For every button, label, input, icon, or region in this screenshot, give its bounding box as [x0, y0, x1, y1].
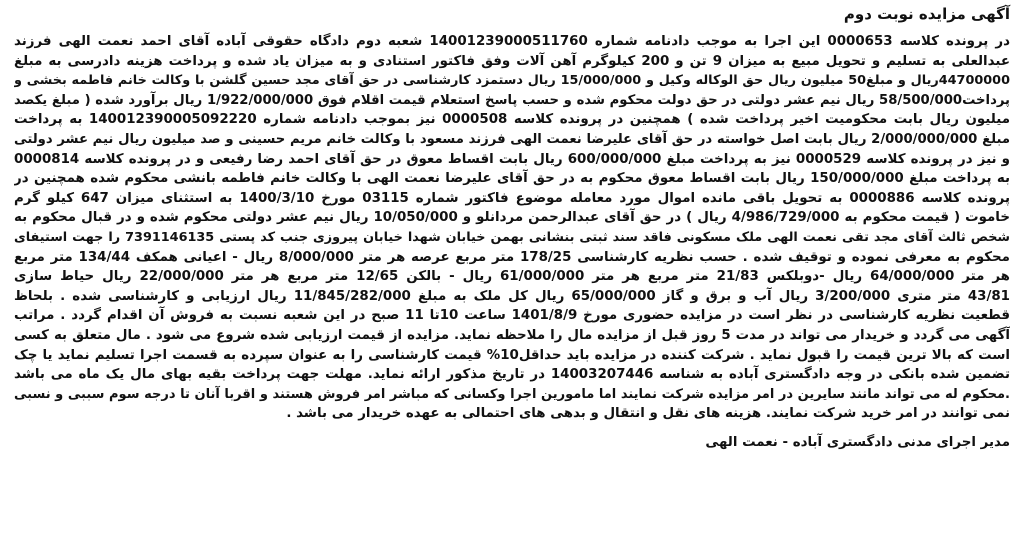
notice-line: آگهی می گردد و خریدار می تواند در مدت 5 روز قبل از مزایده مال را ملاحظه نماید. مزایده از قیمت ارزیابی شده شروع می شود . مال متعلق به کسی: [14, 327, 1010, 343]
notice-line: محکوم به معرفی نموده و توقیف شده . حسب نظریه کارشناسی 178/25 متر مربع عرصه هر متر 8/000/000 ریال - اعیانی همکف 134/44 متر مربع: [14, 249, 1010, 265]
notice-line: است که بالا ترین قیمت را قبول نماید . شرکت کننده در مزایده باید حداقل10% قیمت کارشناسی را به عنوان سپرده به قسمت اجرا تسلیم نماید یا چک: [14, 347, 1010, 363]
notice-line: میلیون ریال بابت محکومیت اخیر پرداخت شده ) همچنین در پرونده کلاسه 0000508 نیز بموجب دادنامه شماره 140012390005092220 به پرداخت: [14, 112, 1010, 128]
notice-line: 44700000ریال و مبلغ50 میلیون ریال حق الوکاله وکیل و 15/000/000 ریال دستمزد کارشناسی در حق آقای مجد حسین گلشن با وکالت خانم فاطمه بخشی و: [14, 73, 1010, 89]
notice-line: .محکوم له می تواند مانند سایرین در امر مزایده شرکت نمایند اما مامورین اجرا وکسانی که مباشر امر فروش هستند و اقربا آنان تا درجه سوم سببی و نسبی: [14, 386, 1010, 402]
notice-line: نمی توانند در امر خرید شرکت نمایند. هزینه های نقل و انتقال و بدهی های احتمالی به عهده خریدار می باشد .: [286, 406, 1010, 422]
notice-body: [14, 32, 1010, 424]
notice-line: شخص ثالث آقای مجد تقی نعمت الهی ملک مسکونی فاقد سند ثبتی بنشانی بهمن خیابان شهدا خیابان پیروزی جنب کد پستی 7391146135 را جهت استیفای: [14, 229, 1010, 245]
notice-line: مبلغ 2/000/000/000 ریال بابت اصل خواسته در حق آقای علیرضا نعمت الهی فرزند مسعود با وکالت خانم مریم حسینی و صد میلیون ریال نیم عشر دولتی: [14, 131, 1010, 147]
notice-line: پرداخت58/500/000 ریال نیم عشر دولتی در حق دولت محکوم شده و حسب پاسخ استعلام قیمت اقلام فوق 1/922/000/000 ریال برآورد شده ( مبلغ یکصد: [14, 92, 1010, 108]
notice-line: و نیز در پرونده کلاسه 0000529 نیز به پرداخت مبلغ 600/000/000 ریال بابت اقساط معوق در حق آقای احمد رضا رفیعی و در پرونده کلاسه 0000814: [14, 151, 1010, 167]
notice-signature: مدیر اجرای مدنی دادگستری آباده - نعمت الهی: [705, 434, 1010, 450]
notice-line: قطعیت نظریه کارشناسی در نظر است در مزایده حضوری مورخ 1401/8/9 ساعت 10تا 11 صبح در این شعبه نسبت به فروش آن اقدام گردد . مراتب: [14, 308, 1010, 324]
notice-line: عبدالعلی به تسلیم و تحویل مبیع به میزان 9 تن و 200 کیلوگرم آهن آلات وفق فاکتور استنادی و به میزان یاد شده و پرداخت هزینه دادرسی به مبلغ: [14, 53, 1010, 69]
notice-line: به پرداخت مبلغ 150/000/000 ریال بابت اقساط معوق محکوم به در حق آقای علیرضا نعمت الهی با وکالت خانم فاطمه بانشی محکوم شده همچنین در: [14, 171, 1010, 187]
notice-line: پرونده کلاسه 0000886 به تحویل باقی مانده اموال مورد معامله موضوع فاکتور شماره 03115 مورخ 1400/3/10 به استثنای میزان 647 کیلو گرم: [14, 190, 1010, 206]
notice-line: 43/81 متر متری 3/200/000 ریال آب و برق و گاز 65/000/000 ریال کل ملک به مبلغ 11/845/282/000 ریال ارزیابی و کارشناسی شده . بلحاظ: [14, 288, 1010, 304]
notice-line: تضمین شده بانکی در وجه دادگستری آباده به شناسه 14003207446 در تاریخ مذکور ارائه نماید. مهلت جهت پرداخت بقیه بهای مال یک ماه می باشد: [14, 367, 1010, 383]
notice-title: آگهی مزایده نوبت دوم: [843, 5, 1010, 23]
notice-line: در پرونده کلاسه 0000653 این اجرا به موجب دادنامه شماره 14001239000511760 شعبه دوم دادگاه حقوقی آباده آقای احمد نعمت الهی فرزند: [14, 34, 1010, 49]
notice-line: خاموت ( قیمت محکوم به 4/986/729/000 ریال ) در حق آقای عبدالرحمن مردانلو و 10/050/000 ریال نیم عشر دولتی محکوم شده و در قبال محکوم به: [14, 210, 1010, 226]
notice-line: هر متر 64/000/000 ریال -دوبلکس 21/83 متر مربع هر متر 61/000/000 ریال - بالکن 12/65 متر مربع هر متر 22/000/000 ریال حیاط سازی: [14, 269, 1010, 285]
